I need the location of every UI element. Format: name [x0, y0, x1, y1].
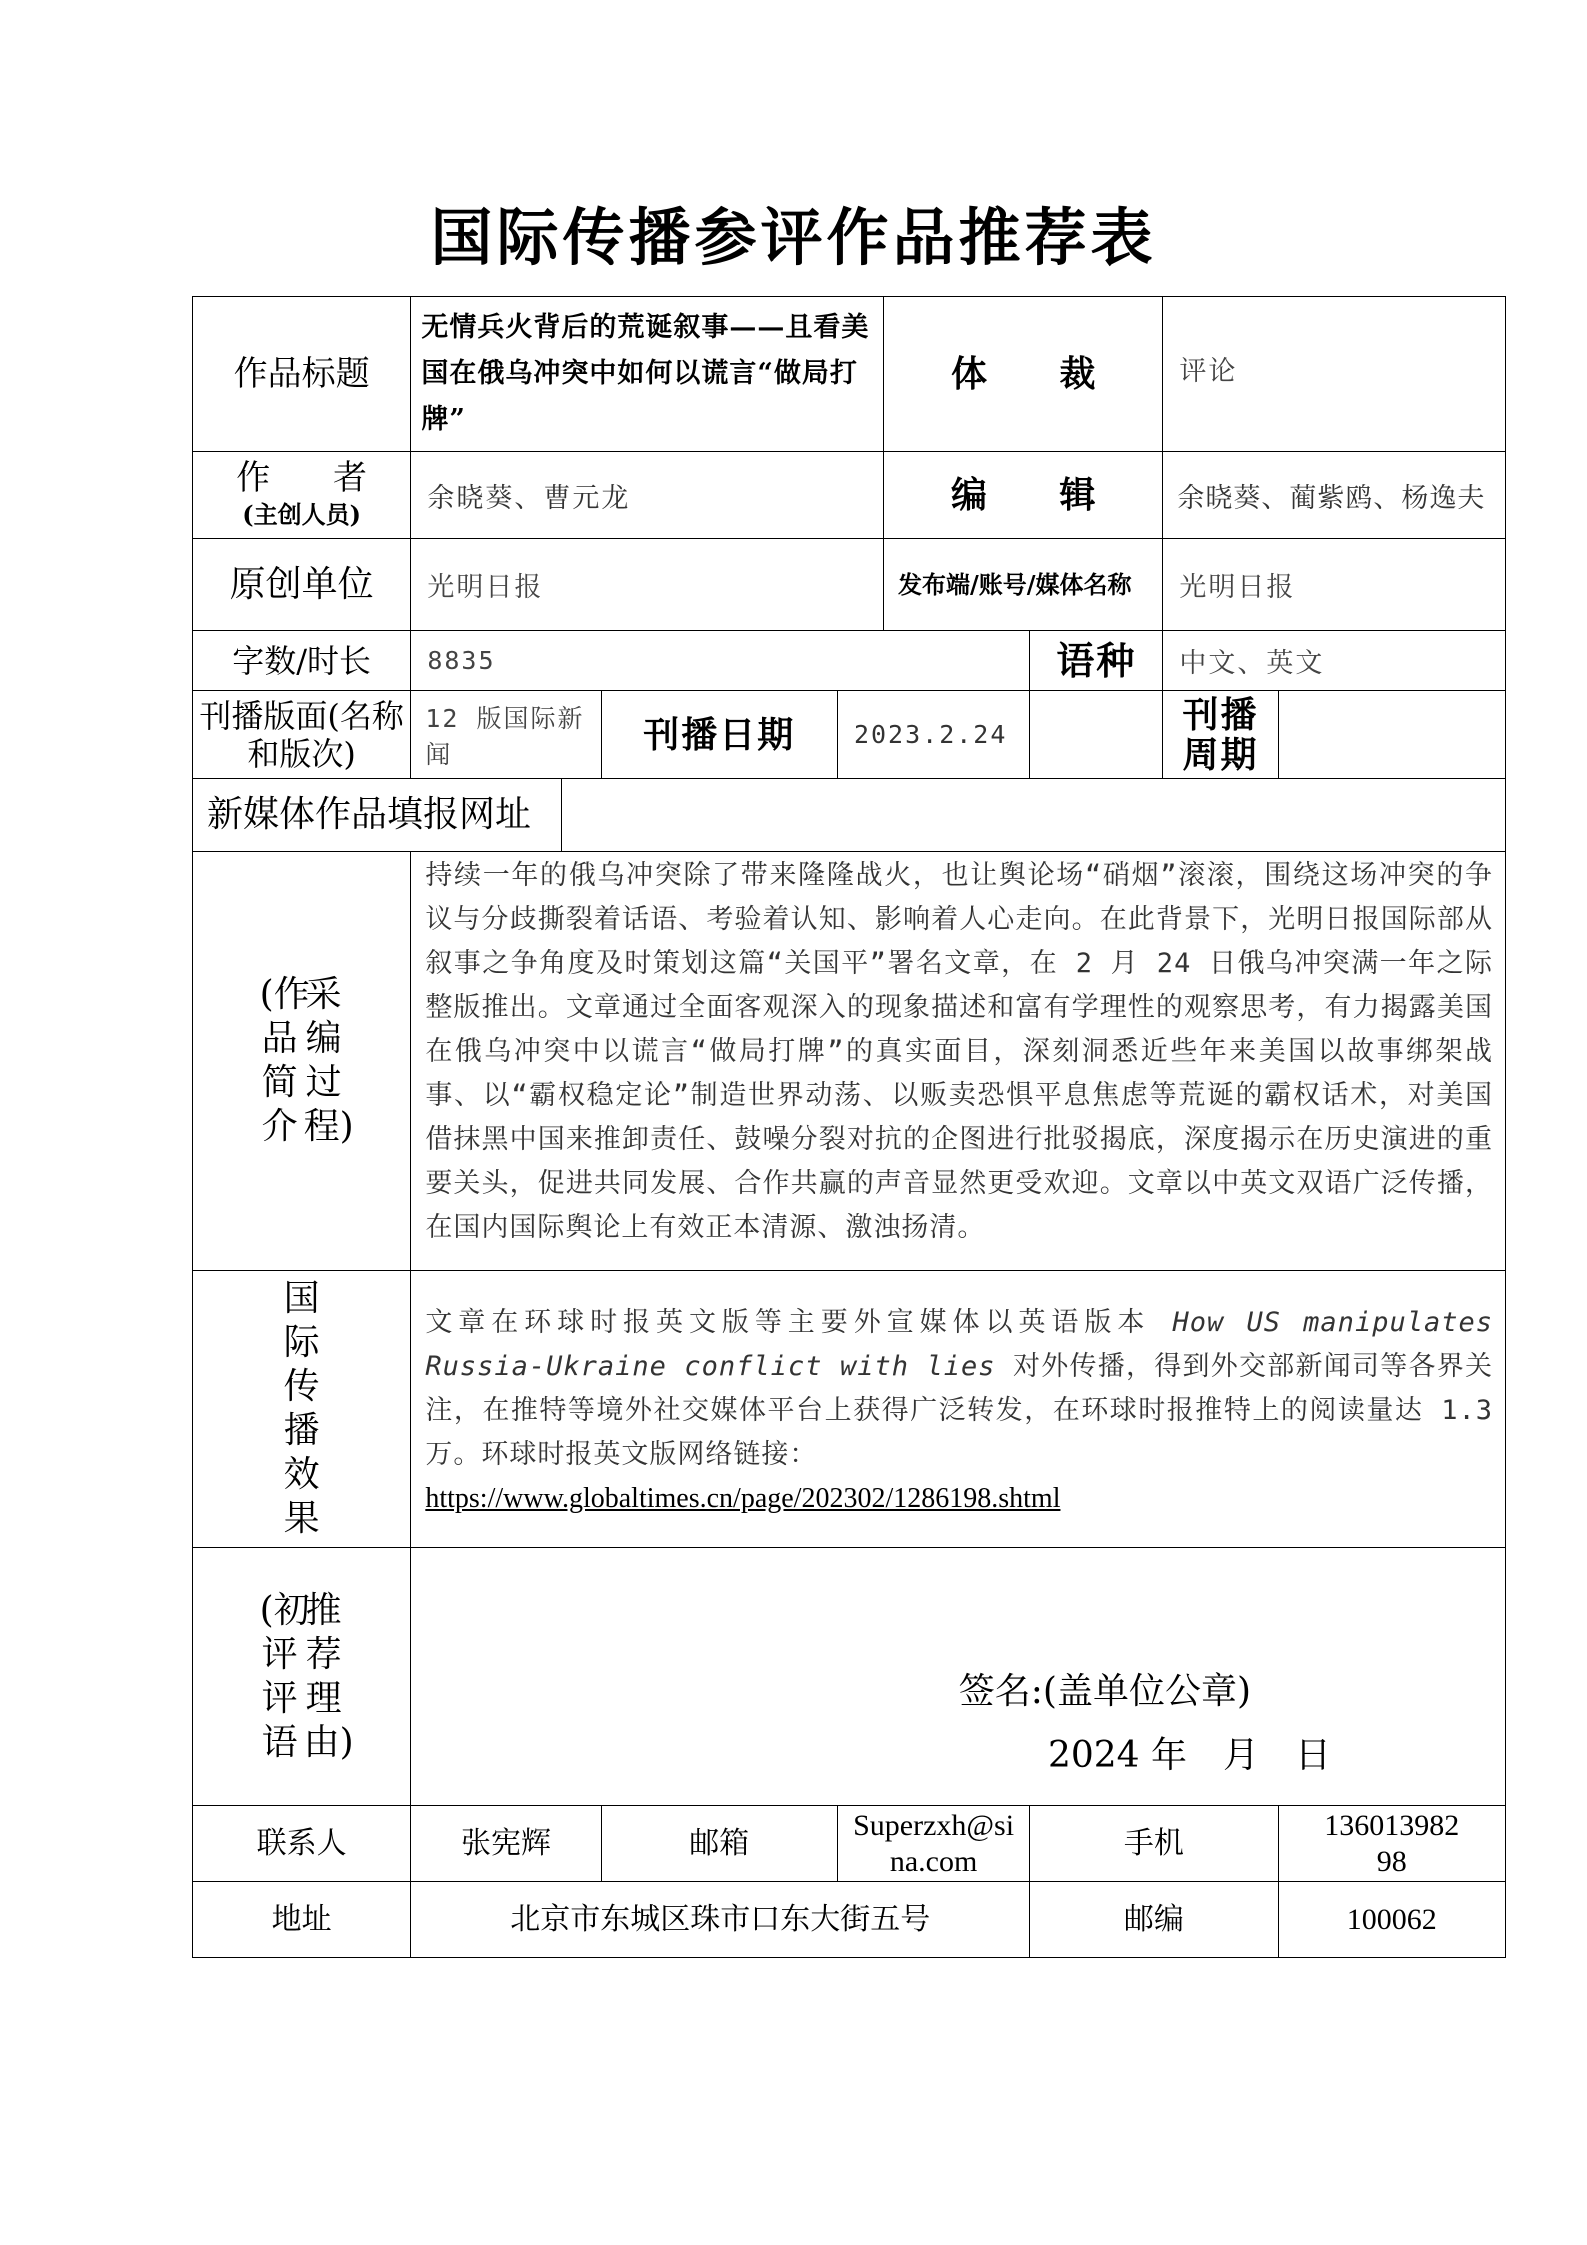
- row-original-unit: [193, 539, 1506, 631]
- platform-value: 光明日报: [1163, 539, 1506, 631]
- effect-label: 国际传播效果: [193, 1271, 411, 1548]
- postcode-value: 100062: [1278, 1882, 1505, 1958]
- language-label: 语种: [1030, 631, 1163, 691]
- intro-text: 持续一年的俄乌冲突除了带来隆隆战火，也让舆论场“硝烟”滚滚，围绕这场冲突的争议与分歧撕裂着话语、考验着认知、影响着人心走向。在此背景下，光明日报国际部从叙事之争角度及时策划这篇“关国平”署名文章，在 2 月 24 日俄乌冲突满一年之际整版推出。文章通过全面客观深入的现象描述和富有学理性的观察思考，有力揭露美国在俄乌冲突中以谎言“做局打牌”的真实面目，深刻洞悉近些年来美国以故事绑架战事、以“霸权稳定论”制造世界动荡、以贩卖恐惧平息焦虑等荒诞的霸权话术，对美国借抹黑中国来推卸责任、鼓噪分裂对抗的企图进行批驳揭底，深度揭示在历史演进的重要关头，促进共同发展、合作共赢的声音显然更受欢迎。文章以中英文双语广泛传播，在国内国际舆论上有效正本清源、激浊扬清。: [411, 852, 1506, 1271]
- intro-label: (作品简介 采编过程): [193, 852, 411, 1271]
- page-section-value: 12 版国际新闻: [411, 691, 601, 779]
- new-media-url-value: [561, 779, 1505, 852]
- publish-date-value: 2023.2.24: [837, 691, 1029, 779]
- row-address: [193, 1882, 1506, 1958]
- publish-date-label: 刊播日期: [601, 691, 837, 779]
- author-value: 余晓葵、曹元龙: [411, 452, 884, 539]
- address-label: 地址: [193, 1882, 411, 1958]
- page-title: 国际传播参评作品推荐表: [430, 201, 1157, 274]
- original-unit-label: 原创单位: [193, 539, 411, 631]
- page-section-label: 刊播版面(名称和版次): [193, 691, 411, 779]
- editor-label: 编 辑: [884, 452, 1163, 539]
- author-label: 作 者 (主创人员): [193, 452, 411, 539]
- word-count-label: 字数/时长: [193, 631, 411, 691]
- row-recommend: [193, 1548, 1506, 1806]
- english-title: How US manipulates Russia-Ukraine conflict with lies: [425, 1307, 1493, 1382]
- email-label: 邮箱: [601, 1806, 837, 1882]
- row-effect: [193, 1271, 1506, 1548]
- language-value: 中文、英文: [1163, 631, 1506, 691]
- contact-value: 张宪辉: [411, 1806, 601, 1882]
- recommend-label: (初评评语 推荐理由): [193, 1548, 411, 1806]
- globaltimes-link[interactable]: https://www.globaltimes.cn/page/202302/1286198.shtml: [425, 1483, 1061, 1514]
- publish-cycle-spacer: [1030, 691, 1163, 779]
- work-title-value: 无情兵火背后的荒诞叙事——且看美国在俄乌冲突中如何以谎言“做局打牌”: [411, 297, 884, 452]
- original-unit-value: 光明日报: [411, 539, 884, 631]
- row-publishing: [193, 691, 1506, 779]
- contact-label: 联系人: [193, 1806, 411, 1882]
- phone-label: 手机: [1030, 1806, 1278, 1882]
- address-value: 北京市东城区珠市口东大街五号: [411, 1882, 1030, 1958]
- row-word-count: [193, 631, 1506, 691]
- work-title-label: 作品标题: [193, 297, 411, 452]
- signature-date: 2024 年 月 日: [1047, 1735, 1331, 1776]
- row-new-media-url: [193, 779, 1506, 852]
- signature-line: 签名:(盖单位公章): [958, 1671, 1251, 1712]
- effect-text: 文章在环球时报英文版等主要外宣媒体以英语版本 How US manipulates Russia-Ukraine conflict with lies 对外传播，得到外交部新闻司等各界关注，在推特等境外社交媒体平台上获得广泛转发，在环球时报推特上的阅读量达 1.3 万。环球时报英文版网络链接： https://www.globaltimes.cn/page/202302/1286198.shtml: [411, 1271, 1506, 1548]
- row-author: [193, 452, 1506, 539]
- row-intro: [193, 852, 1506, 1271]
- postcode-label: 邮编: [1030, 1882, 1278, 1958]
- recommendation-form: [192, 296, 1506, 1958]
- recommend-box: [411, 1548, 1506, 1806]
- word-count-value: 8835: [411, 631, 1030, 691]
- platform-label: 发布端/账号/媒体名称: [884, 539, 1163, 631]
- email-value: Superzxh@sina.com: [837, 1806, 1029, 1882]
- publish-cycle-value: [1278, 691, 1505, 779]
- new-media-url-label: 新媒体作品填报网址: [193, 779, 562, 852]
- phone-value: 13601398298: [1278, 1806, 1505, 1882]
- row-contact: [193, 1806, 1506, 1882]
- genre-label: 体 裁: [884, 297, 1163, 452]
- genre-value: 评论: [1163, 297, 1506, 452]
- row-work-title: [193, 297, 1506, 452]
- publish-cycle-label: 刊播周期: [1163, 691, 1278, 779]
- editor-value: 余晓葵、蔺紫鸥、杨逸夫: [1163, 452, 1506, 539]
